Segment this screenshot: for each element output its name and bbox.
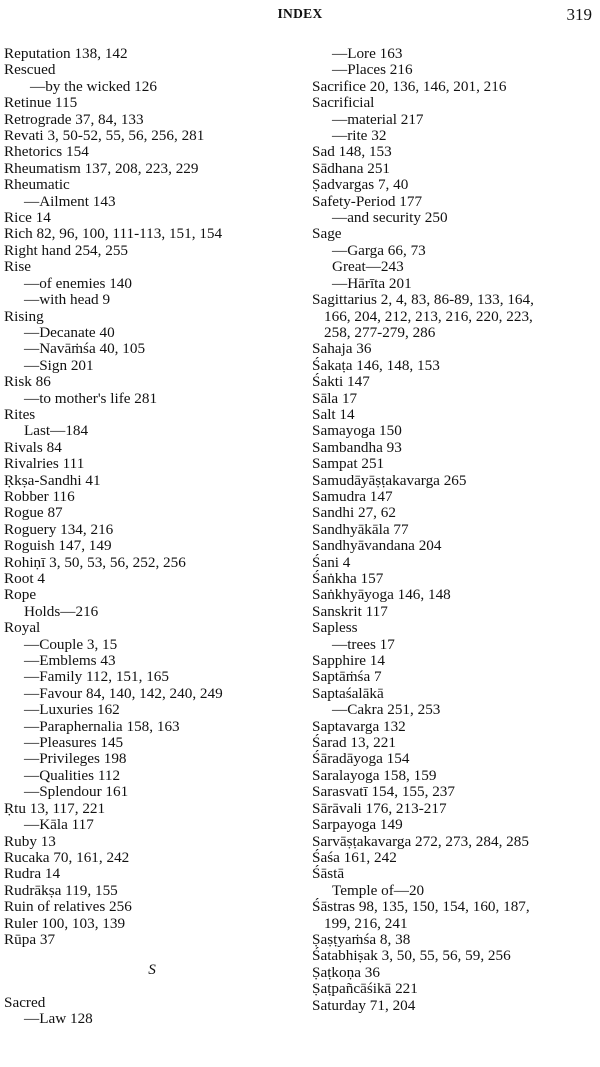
index-subentry: Last—184 [24,422,89,440]
index-entry: Rites [4,405,36,423]
index-column-left [4,46,300,1028]
index-entry: Ṛtu 13, 117, 221 [4,799,106,817]
index-entry: Saptāṁśa 7 [312,668,382,686]
index-entry: Sapless [312,619,358,637]
index-subentry: —Garga 66, 73 [332,241,426,259]
section-letter: S [148,961,156,979]
index-entry: Rucaka 70, 161, 242 [4,848,130,866]
index-entry: Rhetorics 154 [4,143,89,161]
index-entry: Ṣaṭpañcāśikā 221 [312,980,418,998]
index-entry: Ṣadvargas 7, 40 [312,176,409,194]
index-entry: Śakti 147 [312,373,370,391]
index-entry: Saptavarga 132 [312,717,406,735]
page-header [0,3,600,25]
index-subentry: —Ailment 143 [24,192,116,210]
index-subentry: —material 217 [332,110,424,128]
index-entry: Rivalries 111 [4,455,85,473]
index-entry: Sārāvali 176, 213-217 [312,799,447,817]
index-entry: Sambandha 93 [312,438,402,456]
index-entry: Rudra 14 [4,865,61,883]
index-entry: Sandhyāvandana 204 [312,537,442,555]
index-subentry: —Kāla 117 [24,816,94,834]
index-entry: Samayoga 150 [312,422,402,440]
index-entry: Roguish 147, 149 [4,537,112,555]
index-subentry: —by the wicked 126 [30,77,157,95]
index-entry: Ṣaṭkoṇa 36 [312,963,380,981]
index-subentry: —Favour 84, 140, 142, 240, 249 [24,684,223,702]
index-subentry: —Decanate 40 [24,323,115,341]
index-entry: Śaśa 161, 242 [312,848,397,866]
index-entry: Śatabhiṣak 3, 50, 55, 56, 59, 256 [312,947,511,965]
index-entry: Śāstras 98, 135, 150, 154, 160, 187, [312,898,530,916]
index-entry: Revati 3, 50-52, 55, 56, 256, 281 [4,127,205,145]
index-entry: Rescued [4,61,56,79]
index-entry: Rivals 84 [4,438,62,456]
index-entry: Sacred [4,993,46,1011]
index-entry: Śaṅkha 157 [312,570,384,587]
index-entry: Śāstā [312,865,345,883]
index-subentry: —Paraphernalia 158, 163 [24,717,180,735]
index-subentry: —Sign 201 [24,356,94,374]
index-entry: Safety-Period 177 [312,192,423,210]
index-entry: Sandhi 27, 62 [312,504,396,522]
index-entry: Saturday 71, 204 [312,996,416,1014]
index-subentry: —Lore 163 [332,45,403,62]
index-entry: Risk 86 [4,373,51,391]
index-entry: Royal [4,619,41,637]
index-entry: Saralayoga 158, 159 [312,766,437,784]
index-entry: Root 4 [4,570,45,587]
index-entry: Ṣaṣṭyaṁśa 8, 38 [312,930,411,948]
index-entry: Rogue 87 [4,504,63,522]
index-subentry: Great—243 [332,258,404,276]
index-entry: Ruin of relatives 256 [4,898,132,916]
index-entry: Roguery 134, 216 [4,520,114,538]
page-number: 319 [566,5,592,24]
index-entry: Rūpa 37 [4,930,56,948]
index-subentry: Holds—216 [24,602,99,620]
index-entry: Samudāyāṣṭakavarga 265 [312,471,467,489]
index-subentry: —Qualities 112 [24,766,121,784]
index-entry: Salt 14 [312,405,355,423]
index-entry: Rise [4,258,32,276]
index-entry-continuation: 166, 204, 212, 213, 216, 220, 223, [324,307,533,325]
index-entry: Sapphire 14 [312,652,385,670]
index-subentry: —Law 128 [24,1010,93,1028]
index-entry: Samudra 147 [312,487,393,505]
index-subentry: —Luxuries 162 [24,701,120,719]
index-entry: Rice 14 [4,209,51,227]
index-entry: Śarad 13, 221 [312,734,396,752]
index-entry: Ṛkṣa-Sandhi 41 [4,471,101,489]
index-entry-continuation: 258, 277-279, 286 [324,323,436,341]
index-entry: Reputation 138, 142 [4,45,128,62]
index-entry: Śakaṭa 146, 148, 153 [312,356,440,374]
index-entry: Śāradāyoga 154 [312,750,410,768]
index-entry: Sacrificial [312,94,375,112]
index-entry: Saptaśalākā [312,684,384,702]
index-entry: Sagittarius 2, 4, 83, 86-89, 133, 164, [312,291,534,309]
index-entry: Ruler 100, 103, 139 [4,914,126,932]
index-entry: Sanskrit 117 [312,602,388,620]
index-entry: Sarvāṣṭakavarga 272, 273, 284, 285 [312,832,529,850]
index-entry: Sarpayoga 149 [312,816,403,834]
index-subentry: —and security 250 [332,209,448,227]
index-entry: Retrograde 37, 84, 133 [4,110,144,128]
index-entry: Sādhana 251 [312,159,391,177]
index-subentry: —with head 9 [24,291,111,309]
index-entry: Robber 116 [4,487,75,505]
index-subentry: —rite 32 [332,127,387,145]
index-entry: Rich 82, 96, 100, 111-113, 151, 154 [4,225,223,243]
index-entry: Right hand 254, 255 [4,241,129,259]
index-subentry: —Places 216 [332,61,413,79]
index-entry: Rising [4,307,44,325]
index-subentry: —Privileges 198 [24,750,127,768]
index-subentry: —Splendour 161 [24,783,129,801]
index-entry: Rudrākṣa 119, 155 [4,881,118,899]
index-entry: Saṅkhyāyoga 146, 148 [312,586,451,604]
index-subentry: —Navāṁśa 40, 105 [24,340,146,358]
index-column-right [312,46,598,1014]
index-entry: Sandhyākāla 77 [312,520,409,538]
index-entry-continuation: 199, 216, 241 [324,914,408,932]
index-entry: Sacrifice 20, 136, 146, 201, 216 [312,77,507,95]
index-entry: Sāla 17 [312,389,358,407]
index-entry: Rope [4,586,37,604]
index-subentry: —Couple 3, 15 [24,635,118,653]
index-subentry: —to mother's life 281 [24,389,158,407]
index-subentry: Temple of—20 [332,881,425,899]
index-subentry: —Family 112, 151, 165 [24,668,169,686]
index-subentry: —trees 17 [332,635,395,653]
index-entry: Retinue 115 [4,94,78,112]
index-entry: Sarasvatī 154, 155, 237 [312,783,455,801]
index-entry: Rohiṇī 3, 50, 53, 56, 252, 256 [4,553,186,571]
index-entry: Ruby 13 [4,832,56,850]
index-entry: Śani 4 [312,553,351,571]
index-entry: Rheumatic [4,176,70,194]
running-title: INDEX [277,6,323,21]
index-entry: Sahaja 36 [312,340,372,358]
index-entry: Sampat 251 [312,455,385,473]
index-subentry: —Emblems 43 [24,652,116,670]
index-subentry: —of enemies 140 [24,274,132,292]
index-entry: Sage [312,225,342,243]
index-entry: Rheumatism 137, 208, 223, 229 [4,159,199,177]
index-subentry: —Cakra 251, 253 [332,701,441,719]
index-entry: Sad 148, 153 [312,143,392,161]
index-subentry: —Pleasures 145 [24,734,124,752]
index-subentry: —Hārīta 201 [332,274,412,292]
